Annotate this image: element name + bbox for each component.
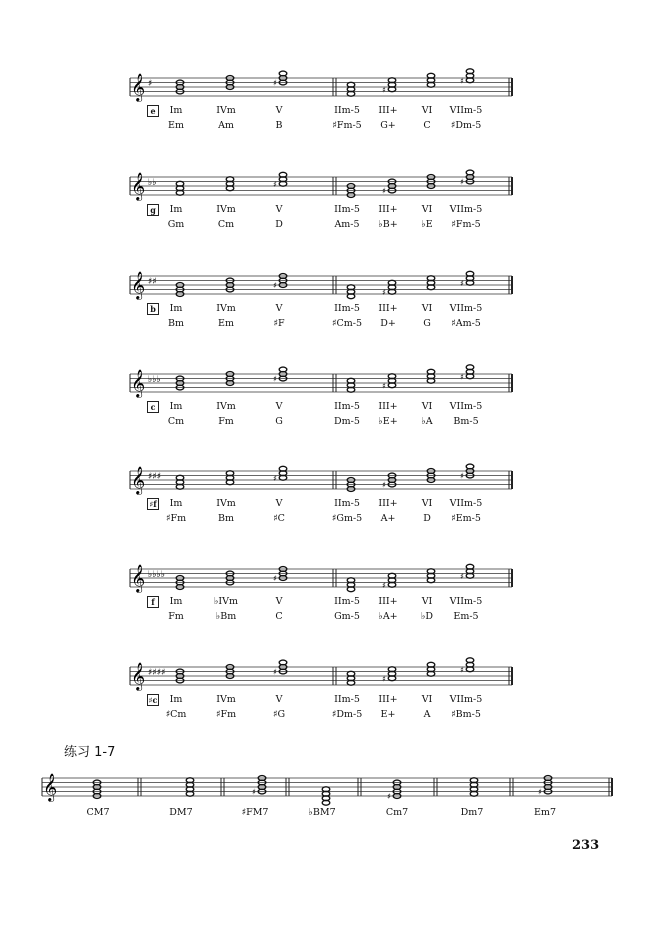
chord-name-label: Em	[218, 318, 234, 329]
roman-numeral-label: III+	[378, 204, 398, 215]
chord-name-label: ♯Fm	[165, 513, 187, 524]
treble-clef-icon: 𝄞	[43, 773, 58, 801]
staff	[0, 262, 656, 302]
roman-numeral-label: V	[275, 498, 283, 509]
key-signature: ♭♭	[148, 178, 157, 188]
roman-numeral-label: Im	[169, 105, 183, 116]
chord-name-label: Am	[218, 120, 234, 131]
key-signature: ♭♭♭♭	[148, 570, 165, 580]
roman-numeral-label: VIIm-5	[449, 105, 483, 116]
chord-name-label: Gm	[167, 219, 185, 230]
chord-name-label: Bm	[218, 513, 234, 524]
roman-numeral-label: IVm	[216, 303, 236, 314]
roman-numeral-label: IIm-5	[334, 694, 360, 705]
roman-numeral-label: VIIm-5	[449, 498, 483, 509]
key-signature: ♯♯♯	[148, 472, 162, 482]
roman-numeral-label: IVm	[216, 694, 236, 705]
treble-clef-icon: 𝄞	[131, 662, 146, 690]
roman-numeral-label: III+	[378, 596, 398, 607]
roman-numeral-label: VIIm-5	[449, 694, 483, 705]
chord-name-label: ♯Am-5	[451, 318, 481, 329]
treble-clef-icon: 𝄞	[131, 466, 146, 494]
roman-numeral-label: VI	[421, 204, 433, 215]
chord-name-label: Cm	[217, 219, 235, 230]
chord-name-label: ♯Cm-5	[331, 318, 363, 329]
sharp-accidental: ♯	[382, 85, 386, 95]
chord-name-label: Am-5	[334, 219, 360, 230]
treble-clef-icon: 𝄞	[131, 271, 146, 299]
chord-name-label: Dm-5	[334, 416, 360, 427]
roman-numeral-label: III+	[378, 401, 398, 412]
exercise-chord-label: Cm7	[385, 807, 409, 818]
system-6	[0, 555, 656, 645]
chord-name-label: ♭Bm	[215, 611, 237, 622]
chord-name-label: D	[423, 513, 431, 524]
chord-name-label: Fm	[168, 611, 184, 622]
roman-numeral-label: Im	[169, 694, 183, 705]
sharp-accidental: ♯	[382, 186, 386, 196]
chord-name-label: B	[275, 120, 283, 131]
sharp-accidental: ♯	[273, 574, 277, 583]
sharp-accidental: ♯	[273, 281, 277, 290]
roman-numeral-label: VI	[421, 303, 433, 314]
roman-numeral-label: III+	[378, 105, 398, 116]
roman-numeral-label: IIm-5	[334, 498, 360, 509]
sharp-accidental: ♯	[387, 792, 391, 801]
sharp-accidental: ♯	[460, 177, 464, 187]
staff	[0, 360, 656, 400]
sharp-accidental: ♯	[252, 787, 256, 797]
roman-numeral-label: IIm-5	[334, 204, 360, 215]
exercise-staff	[0, 760, 656, 830]
chord-name-label: A	[423, 709, 431, 720]
staff	[0, 163, 656, 203]
page-number: 233	[572, 838, 600, 853]
roman-numeral-label: IIm-5	[334, 105, 360, 116]
key-box: c	[147, 401, 159, 413]
system-7	[0, 653, 656, 743]
exercise-chord-label: ♭BM7	[308, 807, 336, 818]
chord-name-label: ♯Dm-5	[331, 709, 363, 720]
roman-numeral-label: VI	[421, 105, 433, 116]
roman-numeral-label: Im	[169, 596, 183, 607]
treble-clef-icon: 𝄞	[131, 369, 146, 397]
exercise-chord-label: DM7	[169, 807, 193, 818]
sharp-accidental: ♯	[273, 179, 277, 189]
chord-name-label: ♯F	[273, 318, 285, 329]
chord-name-label: ♯Fm	[215, 709, 237, 720]
roman-numeral-label: IIm-5	[334, 401, 360, 412]
roman-numeral-label: VIIm-5	[449, 303, 483, 314]
roman-numeral-label: IVm	[216, 105, 236, 116]
key-box: ♯f	[147, 498, 159, 510]
exercise-chord-label: ♯FM7	[241, 807, 269, 818]
exercise-chord-label: Em7	[534, 807, 556, 818]
chord-name-label: Em	[168, 120, 184, 131]
chord-name-label: ♭E+	[378, 416, 398, 427]
sharp-accidental: ♯	[382, 674, 386, 684]
roman-numeral-label: V	[275, 105, 283, 116]
roman-numeral-label: V	[275, 596, 283, 607]
exercise-title: 练习 1-7	[64, 745, 116, 760]
chord-name-label: ♭B+	[378, 219, 398, 230]
chord-name-label: ♭A+	[378, 611, 398, 622]
roman-numeral-label: VIIm-5	[449, 401, 483, 412]
roman-numeral-label: IIm-5	[334, 596, 360, 607]
system-2	[0, 163, 656, 253]
sharp-accidental: ♯	[273, 374, 277, 384]
chord-name-label: C	[423, 120, 431, 131]
chord-name-label: Bm	[168, 318, 184, 329]
sharp-accidental: ♯	[460, 372, 464, 382]
key-signature: ♯	[148, 79, 153, 89]
chord-name-label: D	[275, 219, 283, 230]
sharp-accidental: ♯	[460, 278, 464, 288]
roman-numeral-label: VI	[421, 401, 433, 412]
roman-numeral-label: IIm-5	[334, 303, 360, 314]
roman-numeral-label: V	[275, 303, 283, 314]
roman-numeral-label: VIIm-5	[449, 596, 483, 607]
key-box: b	[147, 303, 159, 315]
roman-numeral-label: IVm	[216, 401, 236, 412]
sharp-accidental: ♯	[460, 571, 464, 581]
roman-numeral-label: Im	[169, 498, 183, 509]
treble-clef-icon: 𝄞	[131, 564, 146, 592]
sharp-accidental: ♯	[273, 667, 277, 677]
chord-name-label: ♯Gm-5	[331, 513, 363, 524]
chord-name-label: ♯Fm-5	[451, 219, 481, 230]
sharp-accidental: ♯	[460, 665, 464, 675]
sharp-accidental: ♯	[382, 381, 386, 391]
roman-numeral-label: Im	[169, 204, 183, 215]
sharp-accidental: ♯	[460, 76, 464, 86]
chord-name-label: Bm-5	[453, 416, 479, 427]
chord-name-label: G	[275, 416, 283, 427]
sharp-accidental: ♯	[382, 480, 386, 490]
key-box: f	[147, 596, 159, 608]
sharp-accidental: ♯	[382, 580, 386, 590]
roman-numeral-label: III+	[378, 498, 398, 509]
chord-name-label: Cm	[167, 416, 185, 427]
chord-name-label: Fm	[218, 416, 234, 427]
roman-numeral-label: ♭IVm	[213, 596, 239, 607]
chord-name-label: ♯Fm-5	[332, 120, 362, 131]
roman-numeral-label: Im	[169, 401, 183, 412]
roman-numeral-label: V	[275, 694, 283, 705]
chord-name-label: ♯Em-5	[451, 513, 481, 524]
system-5	[0, 457, 656, 547]
chord-name-label: C	[275, 611, 283, 622]
roman-numeral-label: Im	[169, 303, 183, 314]
chord-name-label: A+	[380, 513, 396, 524]
roman-numeral-label: VI	[421, 694, 433, 705]
roman-numeral-label: VI	[421, 596, 433, 607]
sharp-accidental: ♯	[273, 78, 277, 88]
sharp-accidental: ♯	[460, 471, 464, 481]
chord-name-label: ♭E	[421, 219, 433, 230]
key-signature: ♭♭♭	[148, 375, 161, 385]
key-signature: ♯♯♯♯	[148, 668, 166, 678]
system-3	[0, 262, 656, 352]
chord-name-label: ♯Bm-5	[451, 709, 481, 720]
chord-name-label: G	[423, 318, 431, 329]
roman-numeral-label: V	[275, 401, 283, 412]
chord-name-label: ♭A	[421, 416, 433, 427]
staff	[0, 64, 656, 104]
system-1	[0, 64, 656, 154]
chord-name-label: E+	[380, 709, 396, 720]
roman-numeral-label: V	[275, 204, 283, 215]
roman-numeral-label: III+	[378, 694, 398, 705]
chord-name-label: ♯C	[273, 513, 285, 524]
sharp-accidental: ♯	[273, 473, 277, 483]
exercise-chord-label: CM7	[86, 807, 110, 818]
sharp-accidental: ♯	[538, 787, 542, 797]
roman-numeral-label: VIIm-5	[449, 204, 483, 215]
chord-name-label: Gm-5	[334, 611, 360, 622]
staff	[0, 653, 656, 693]
chord-name-label: G+	[380, 120, 396, 131]
staff	[0, 555, 656, 595]
roman-numeral-label: III+	[378, 303, 398, 314]
chord-name-label: ♭D	[420, 611, 434, 622]
roman-numeral-label: IVm	[216, 204, 236, 215]
exercise-chord-label: Dm7	[460, 807, 484, 818]
roman-numeral-label: IVm	[216, 498, 236, 509]
key-box: ♯c	[148, 695, 158, 705]
sharp-accidental: ♯	[382, 287, 386, 297]
key-box: e	[147, 105, 159, 117]
treble-clef-icon: 𝄞	[131, 73, 146, 101]
chord-name-label: ♯G	[272, 709, 286, 720]
chord-name-label: ♯Dm-5	[450, 120, 482, 131]
roman-numeral-label: VI	[421, 498, 433, 509]
chord-name-label: Em-5	[453, 611, 479, 622]
treble-clef-icon: 𝄞	[131, 172, 146, 200]
chord-name-label: ♯Cm	[165, 709, 187, 720]
key-signature: ♯♯	[148, 277, 157, 287]
staff	[0, 457, 656, 497]
system-4	[0, 360, 656, 450]
key-box: g	[147, 204, 159, 216]
chord-name-label: D+	[380, 318, 396, 329]
